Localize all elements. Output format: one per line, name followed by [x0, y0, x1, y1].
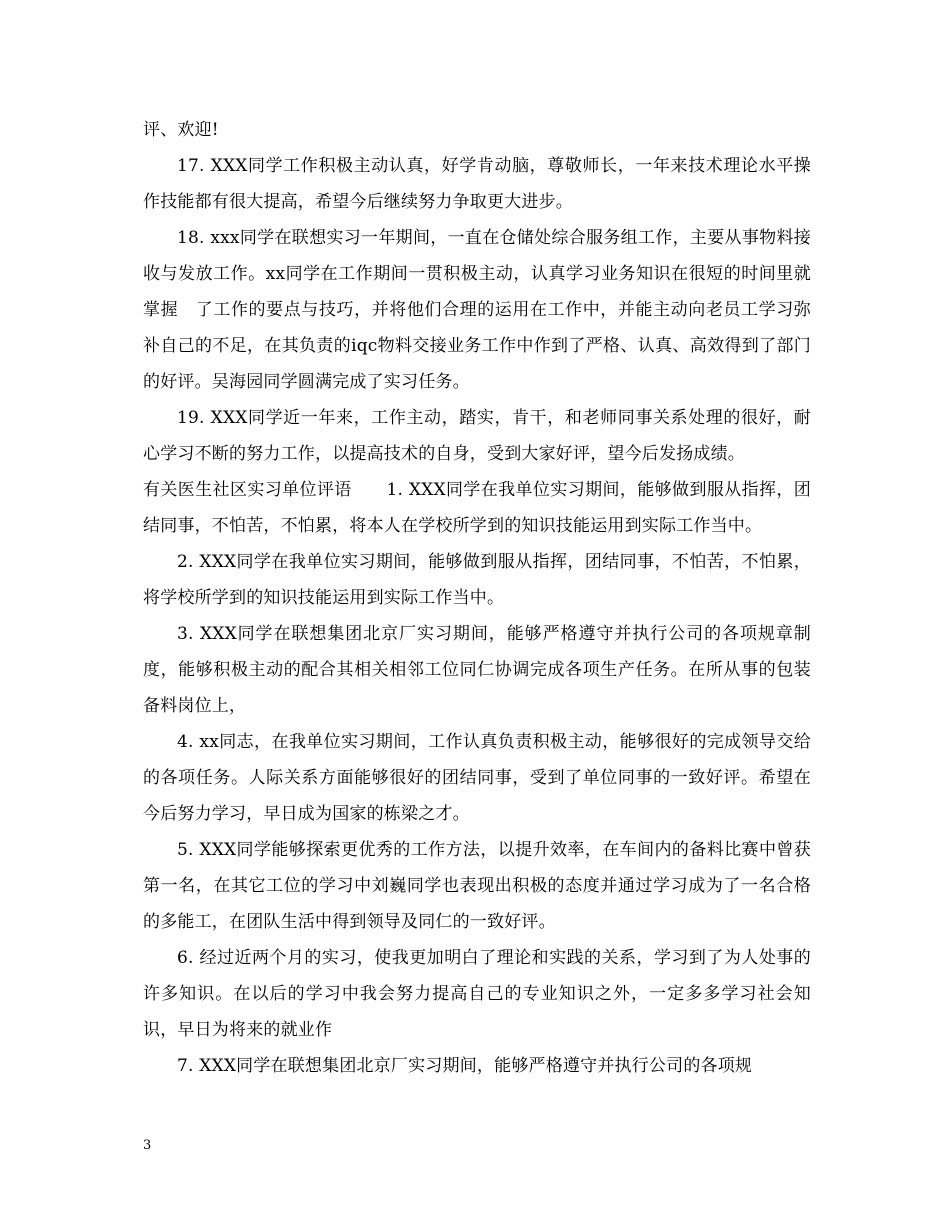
paragraph-2: 17. XXX同学工作积极主动认真，好学肯动脑，尊敬师长，一年来技术理论水平操作技能都有很大提高，希望今后继续努力争取更大进步。	[143, 156, 811, 212]
paragraph-9: 5. XXX同学能够探索更优秀的工作方法，以提升效率，在车间内的备料比赛中曾获第一名，在其它工位的学习中刘巍同学也表现出积极的态度并通过学习成为了一名合格的多能工，在团队生活中得到领导及同仁的一致好评。	[143, 840, 811, 932]
page-number: 3	[143, 1138, 152, 1153]
paragraph-5: 有关医生社区实习单位评语 1. XXX同学在我单位实习期间，能够做到服从指挥，团结同事，不怕苦，不怕累，将本人在学校所学到的知识技能运用到实际工作当中。	[143, 480, 811, 536]
paragraph-11: 7. XXX同学在联想集团北京厂实习期间，能够严格遵守并执行公司的各项规	[177, 1056, 753, 1076]
paragraph-10: 6. 经过近两个月的实习，使我更加明白了理论和实践的关系，学习到了为人处事的许多知识。在以后的学习中我会努力提高自己的专业知识之外，一定多多学习社会知识，早日为将来的就业作	[143, 948, 811, 1040]
paragraph-4: 19. XXX同学近一年来，工作主动，踏实，肯干，和老师同事关系处理的很好，耐心学习不断的努力工作，以提高技术的自身，受到大家好评，望今后发扬成绩。	[143, 408, 811, 464]
paragraph-1: 评、欢迎!	[143, 120, 219, 140]
paragraph-8: 4. xx同志，在我单位实习期间，工作认真负责积极主动，能够很好的完成领导交给的各项任务。人际关系方面能够很好的团结同事，受到了单位同事的一致好评。希望在今后努力学习，早日成为国家的栋梁之才。	[143, 732, 811, 824]
paragraph-3: 18. xxx同学在联想实习一年期间，一直在仓储处综合服务组工作，主要从事物料接收与发放工作。xx同学在工作期间一贯积极主动，认真学习业务知识在很短的时间里就掌握 了工作的要点与技巧，并将他们合理的运用在工作中，并能主动向老员工学习弥补自己的不足，在其负责的iqc物料交接业务工作中作到了严格、认真、高效得到了部门的好评。吴海园同学圆满完成了实习任务。	[143, 228, 811, 392]
paragraph-6: 2. XXX同学在我单位实习期间，能够做到服从指挥，团结同事，不怕苦，不怕累，将学校所学到的知识技能运用到实际工作当中。	[143, 552, 811, 608]
paragraph-7: 3. XXX同学在联想集团北京厂实习期间，能够严格遵守并执行公司的各项规章制度，能够积极主动的配合其相关相邻工位同仁协调完成各项生产任务。在所从事的包装备料岗位上，	[143, 624, 811, 716]
document-body	[143, 112, 811, 1084]
